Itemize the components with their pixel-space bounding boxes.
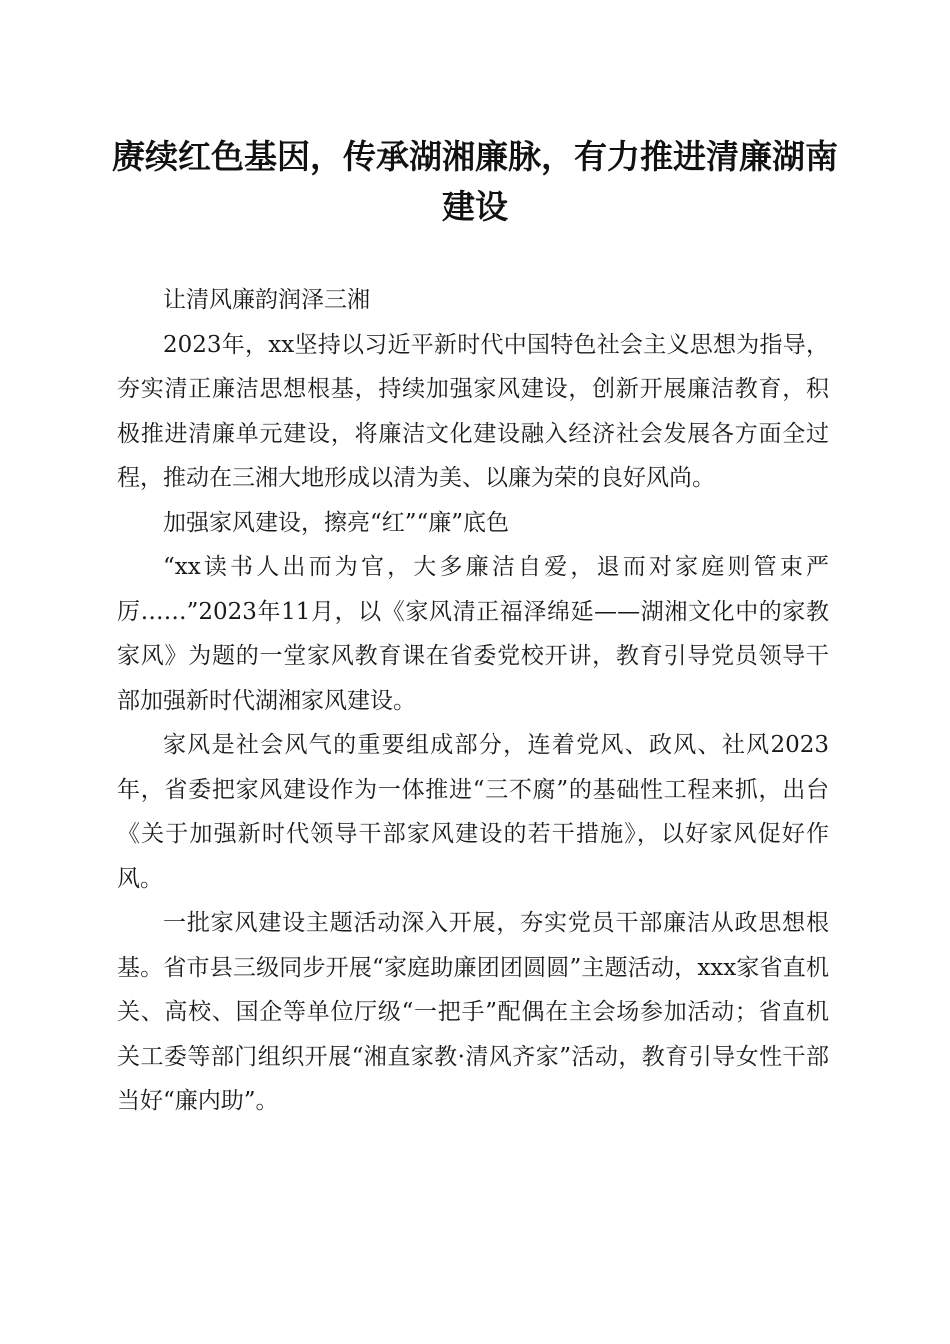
section-heading: 加强家风建设，擦亮“红”“廉”底色	[163, 509, 510, 536]
body-paragraph: 2023年，xx坚持以习近平新时代中国特色社会主义思想为指导，夯实清正廉洁思想根基，持续加强家风建设，创新开展廉洁教育，积极推进清廉单元建设，将廉洁文化建设融入经济社会发展各方面全过程，推动在三湘大地形成以清为美、以廉为荣的良好风尚。	[117, 331, 829, 491]
document-body	[117, 278, 829, 1124]
body-paragraph: “xx读书人出而为官，大多廉洁自爱，退而对家庭则管束严厉……”2023年11月，以《家风清正福泽绵延——湖湘文化中的家教家风》为题的一堂家风教育课在省委党校开讲，教育引导党员领导干部加强新时代湖湘家风建设。	[117, 554, 829, 714]
body-paragraph: 一批家风建设主题活动深入开展，夯实党员干部廉洁从政思想根基。省市县三级同步开展“家庭助廉团团圆圆”主题活动，xxx家省直机关、高校、国企等单位厅级“一把手”配偶在主会场参加活动；省直机关工委等部门组织开展“湘直家教·清风齐家”活动，教育引导女性干部当好“廉内助”。	[117, 910, 829, 1114]
section-heading: 让清风廉韵润泽三湘	[163, 287, 370, 313]
body-paragraph: 家风是社会风气的重要组成部分，连着党风、政风、社风2023年，省委把家风建设作为一体推进“三不腐”的基础性工程来抓，出台《关于加强新时代领导干部家风建设的若干措施》，以好家风促好作风。	[117, 732, 829, 892]
document-title: 赓续红色基因，传承湖湘廉脉，有力推进清廉湖南建设	[112, 137, 838, 226]
